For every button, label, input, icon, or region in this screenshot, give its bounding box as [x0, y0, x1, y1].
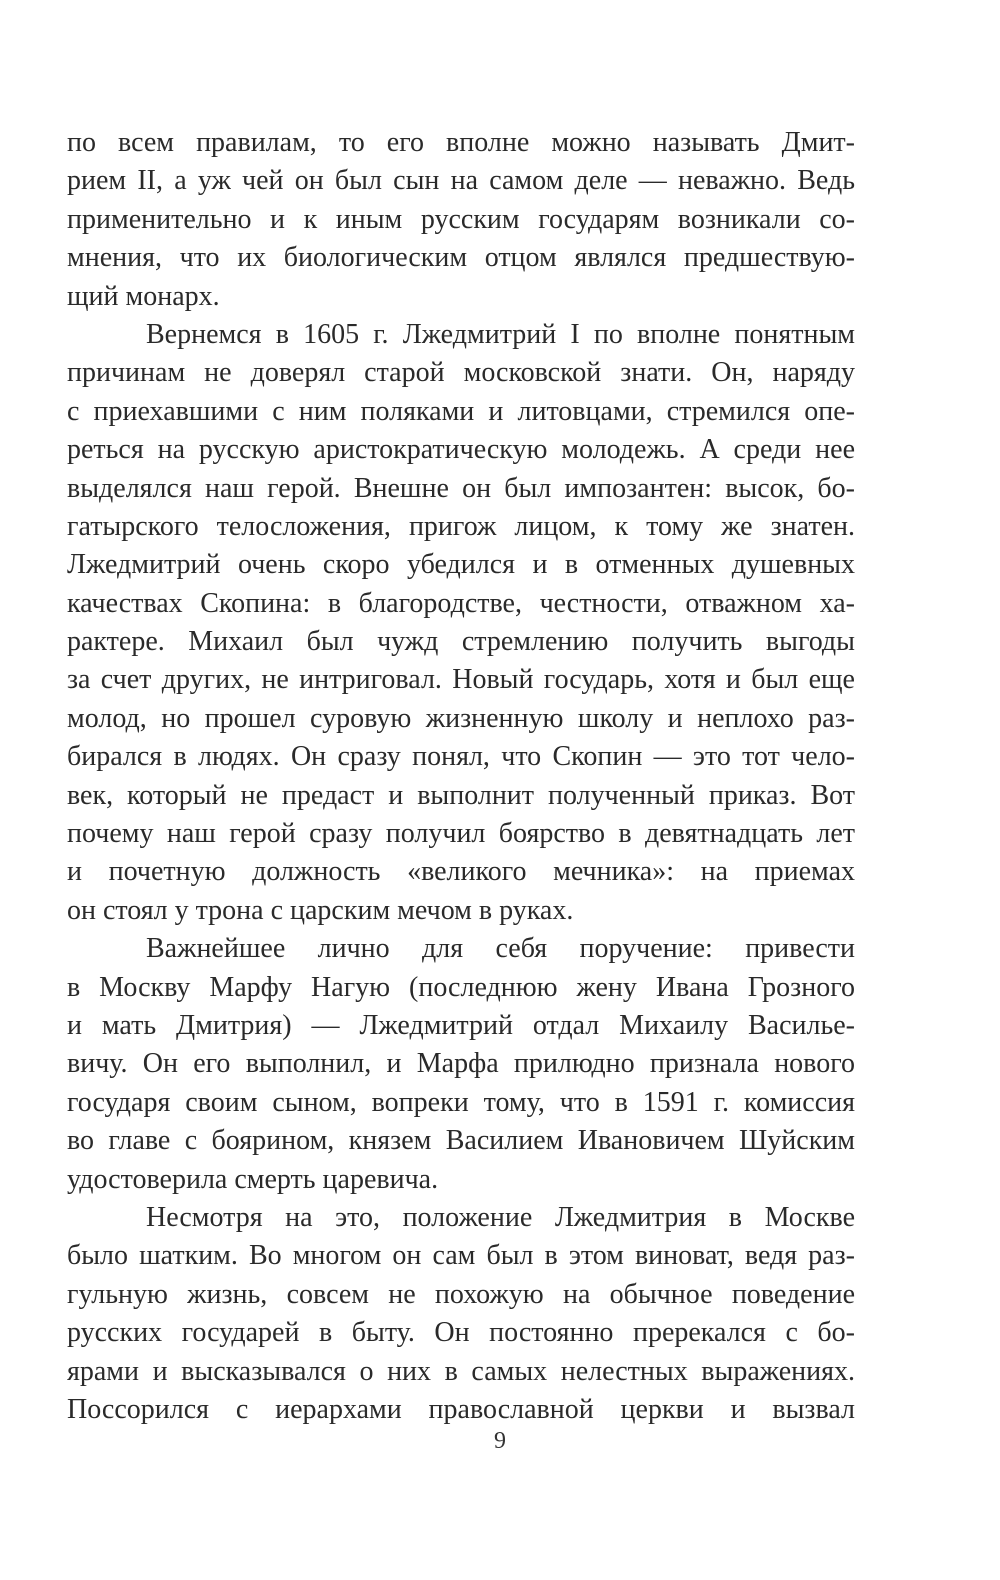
- text-line: было шатким. Во многом он сам был в этом виноват, ведя раз-: [67, 1240, 855, 1272]
- text-line: удостоверила смерть царевича.: [67, 1163, 439, 1195]
- text-line: Важнейшее лично для себя поручение: привести: [146, 933, 855, 965]
- text-line: с приехавшими с ним поляками и литовцами, стремился опе-: [67, 395, 855, 427]
- text-line: рием II, а уж чей он был сын на самом деле — неважно. Ведь: [67, 165, 855, 197]
- text-line: реться на русскую аристократическую молодежь. А среди нее: [67, 434, 855, 466]
- text-line: почему наш герой сразу получил боярство в девятнадцать лет: [67, 818, 855, 850]
- text-line: Несмотря на это, положение Лжедмитрия в Москве: [146, 1201, 855, 1233]
- page-number: 9: [494, 1428, 506, 1454]
- text-line: ярами и высказывался о них в самых нелестных выражениях.: [67, 1355, 855, 1387]
- text-line: он стоял у трона с царским мечом в руках.: [67, 894, 574, 926]
- text-line: Поссорился с иерархами православной церкви и вызвал: [67, 1393, 855, 1425]
- text-line: гульную жизнь, совсем не похожую на обычное поведение: [67, 1278, 855, 1310]
- text-line: выделялся наш герой. Внешне он был импозантен: высок, бо-: [67, 472, 855, 504]
- text-line: Вернемся в 1605 г. Лжедмитрий I по вполне понятным: [146, 318, 855, 350]
- text-line: причинам не доверял старой московской знати. Он, наряду: [67, 357, 855, 389]
- text-line: применительно и к иным русским государям возникали со-: [67, 203, 855, 235]
- text-line: и почетную должность «великого мечника»: на приемах: [67, 856, 855, 888]
- text-line: во главе с боярином, князем Василием Ивановичем Шуйским: [67, 1125, 855, 1157]
- text-line: и мать Дмитрия) — Лжедмитрий отдал Михаилу Василье-: [67, 1009, 855, 1041]
- text-line: качествах Скопина: в благородстве, честности, отважном ха-: [67, 587, 855, 619]
- text-line: щий монарх.: [67, 280, 220, 312]
- text-line: русских государей в быту. Он постоянно пререкался с бо-: [67, 1317, 855, 1349]
- text-line: Лжедмитрий очень скоро убедился и в отменных душевных: [67, 549, 855, 581]
- text-line: бирался в людях. Он сразу понял, что Скопин — это тот чело-: [67, 741, 855, 773]
- text-line: в Москву Марфу Нагую (последнюю жену Ивана Грозного: [67, 971, 855, 1003]
- text-line: по всем правилам, то его вполне можно называть Дмит-: [67, 127, 855, 158]
- text-line: государя своим сыном, вопреки тому, что в 1591 г. комиссия: [67, 1086, 855, 1118]
- text-line: мнения, что их биологическим отцом являлся предшествую-: [67, 242, 855, 274]
- text-line: за счет других, не интриговал. Новый государь, хотя и был еще: [67, 664, 855, 696]
- text-line: гатырского телосложения, пригож лицом, к тому же знатен.: [67, 510, 855, 542]
- text-line: век, который не предаст и выполнит полученный приказ. Вот: [67, 779, 855, 811]
- text-line: вичу. Он его выполнил, и Марфа прилюдно признала нового: [67, 1048, 855, 1080]
- text-line: рактере. Михаил был чужд стремлению получить выгоды: [67, 626, 855, 658]
- text-line: молод, но прошел суровую жизненную школу и неплохо раз-: [67, 702, 855, 734]
- body-text: [67, 124, 855, 1429]
